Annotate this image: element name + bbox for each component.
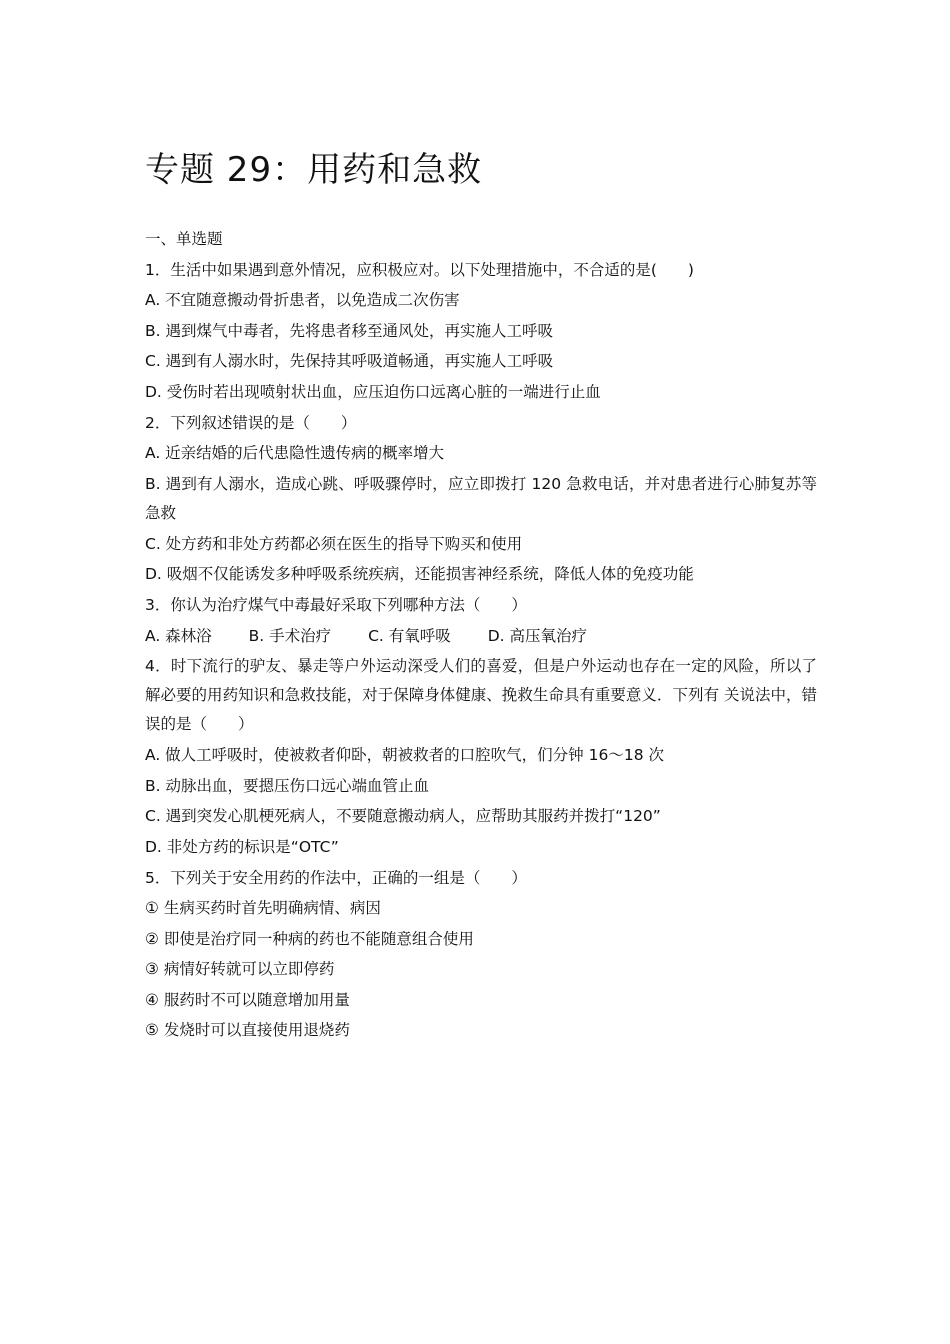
section-heading: 一、单选题: [145, 230, 223, 248]
question-1-option-b: B. 遇到煤气中毒者，先将患者移至通风处，再实施人工呼吸: [145, 321, 553, 340]
question-stem-3: 3．你认为治疗煤气中毒最好采取下列哪种方法（ ）: [145, 595, 527, 614]
question-5-statement-3: ③ 病情好转就可以立即停药: [145, 960, 335, 979]
question-list: [145, 224, 817, 1046]
question-stem-1: 1．生活中如果遇到意外情况，应积极应对。以下处理措施中，不合适的是( ): [145, 260, 694, 279]
question-3-option-b: B. 手术治疗: [248, 626, 332, 645]
question-2-option-b: B. 遇到有人溺水，造成心跳、呼吸骤停时，应立即拨打 120 急救电话，并对患者进行心肺复苏等急救: [145, 474, 817, 522]
question-4-option-b: B. 动脉出血，要摁压伤口远心端血管止血: [145, 776, 429, 795]
question-1-option-a: A. 不宜随意搬动骨折患者，以免造成二次伤害: [145, 291, 460, 310]
question-3-option-c: C. 有氧呼吸: [368, 626, 451, 645]
question-4-option-d: D. 非处方药的标识是“OTC”: [145, 837, 339, 856]
question-2-option-c: C. 处方药和非处方药都必须在医生的指导下购买和使用: [145, 534, 523, 553]
page-title: 专题 29：用药和急救: [145, 150, 483, 190]
question-3-option-a: A. 森林浴: [145, 626, 212, 645]
question-5-statement-4: ④ 服药时不可以随意增加用量: [145, 990, 350, 1009]
question-1-option-c: C. 遇到有人溺水时，先保持其呼吸道畅通，再实施人工呼吸: [145, 352, 554, 371]
question-5-statement-1: ① 生病买药时首先明确病情、病因: [145, 899, 381, 918]
question-2-option-a: A. 近亲结婚的后代患隐性遗传病的概率增大: [145, 444, 445, 463]
question-5-statement-5: ⑤ 发烧时可以直接使用退烧药: [145, 1021, 350, 1040]
question-4-option-c: C. 遇到突发心肌梗死病人，不要随意搬动病人，应帮助其服药并拨打“120”: [145, 807, 661, 826]
question-3-option-d: D. 高压氧治疗: [487, 626, 587, 645]
question-2-option-d: D. 吸烟不仅能诱发多种呼吸系统疾病，还能损害神经系统，降低人体的免疫功能: [145, 565, 694, 584]
question-3-options: [145, 621, 817, 652]
question-stem-5: 5．下列关于安全用药的作法中，正确的一组是（ ）: [145, 868, 527, 887]
question-stem-2: 2．下列叙述错误的是（ ）: [145, 413, 357, 432]
question-stem-4: 4．时下流行的驴友、暴走等户外运动深受人们的喜爱，但是户外运动也存在一定的风险，所以了解必要的用药知识和急救技能，对于保障身体健康、挽救生命具有重要意义．下列有 关说法中，错误的是（ ）: [145, 657, 817, 734]
question-1-option-d: D. 受伤时若出现喷射状出血，应压迫伤口远离心脏的一端进行止血: [145, 382, 601, 401]
question-4-option-a: A. 做人工呼吸时，使被救者仰卧，朝被救者的口腔吹气，们分钟 16～18 次: [145, 746, 664, 765]
question-5-statement-2: ② 即使是治疗同一种病的药也不能随意组合使用: [145, 929, 474, 948]
